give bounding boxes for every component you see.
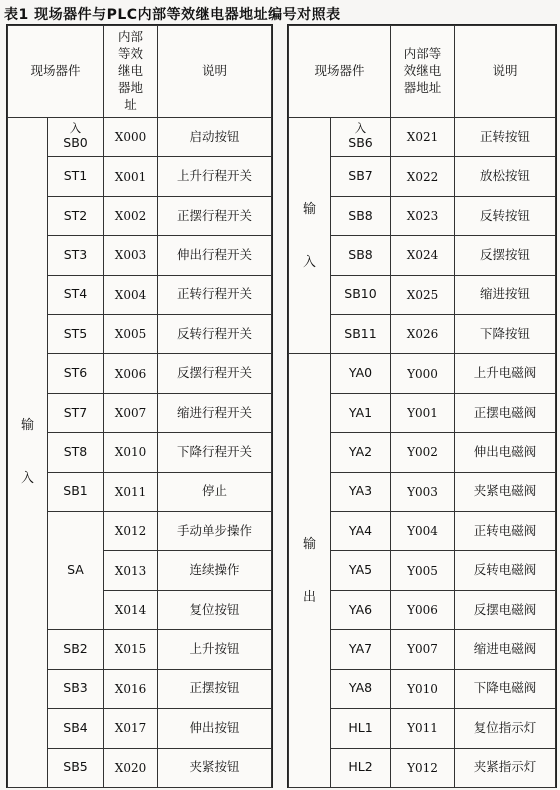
table-row <box>289 118 556 157</box>
description-cell: 伸出按钮 <box>158 709 272 748</box>
table-row <box>8 393 272 432</box>
address-cell: X020 <box>104 748 158 787</box>
description-cell: 缩进电磁阀 <box>455 630 556 669</box>
device-cell: SB10 <box>331 275 391 314</box>
address-cell: Y010 <box>391 669 455 708</box>
address-cell: Y012 <box>391 748 455 787</box>
device-cell: YA5 <box>331 551 391 590</box>
address-cell: Y000 <box>391 354 455 393</box>
device-cell: SB1 <box>48 472 104 511</box>
description-cell: 反转按钮 <box>455 196 556 235</box>
right-group-input: 输 入 <box>289 118 331 354</box>
device-cell: ST1 <box>48 157 104 196</box>
address-cell: Y004 <box>391 512 455 551</box>
left-table <box>7 25 272 788</box>
table-row <box>8 196 272 235</box>
device-cell: ST8 <box>48 433 104 472</box>
description-cell: 下降按钮 <box>455 315 556 354</box>
description-cell: 反摆按钮 <box>455 236 556 275</box>
address-cell: X006 <box>104 354 158 393</box>
address-cell: Y003 <box>391 472 455 511</box>
description-cell: 上升按钮 <box>158 630 272 669</box>
device-cell: SB7 <box>331 157 391 196</box>
table-row <box>8 669 272 708</box>
device-cell: SB8 <box>331 236 391 275</box>
left-header-description: 说明 <box>158 26 272 118</box>
description-cell: 正转按钮 <box>455 118 556 157</box>
device-mark: 入 <box>69 121 82 136</box>
description-cell: 手动单步操作 <box>158 512 272 551</box>
description-cell: 反转电磁阀 <box>455 551 556 590</box>
left-group-input: 输 入 <box>8 118 48 788</box>
table-row <box>8 709 272 748</box>
description-cell: 上升行程开关 <box>158 157 272 196</box>
table-row <box>8 236 272 275</box>
address-cell: X022 <box>391 157 455 196</box>
description-cell: 上升电磁阀 <box>455 354 556 393</box>
table-row <box>8 315 272 354</box>
device-cell: SB3 <box>48 669 104 708</box>
address-cell: Y007 <box>391 630 455 669</box>
address-cell: X016 <box>104 669 158 708</box>
description-cell: 夹紧电磁阀 <box>455 472 556 511</box>
address-cell: X023 <box>391 196 455 235</box>
table-row <box>8 118 272 157</box>
address-cell: X003 <box>104 236 158 275</box>
description-cell: 复位指示灯 <box>455 709 556 748</box>
address-cell: X013 <box>104 551 158 590</box>
address-cell: X017 <box>104 709 158 748</box>
device-cell: SB2 <box>48 630 104 669</box>
right-table-panel <box>287 24 557 788</box>
device-cell: YA0 <box>331 354 391 393</box>
table-row <box>8 433 272 472</box>
description-cell: 连续操作 <box>158 551 272 590</box>
device-cell: 入 SB6 <box>331 118 391 157</box>
table-row <box>8 748 272 787</box>
device-cell: ST2 <box>48 196 104 235</box>
device-cell: ST6 <box>48 354 104 393</box>
description-cell: 下降电磁阀 <box>455 669 556 708</box>
description-cell: 启动按钮 <box>158 118 272 157</box>
address-cell: Y002 <box>391 433 455 472</box>
table-row <box>8 275 272 314</box>
left-header-device: 现场器件 <box>8 26 104 118</box>
description-cell: 缩进行程开关 <box>158 393 272 432</box>
description-cell: 伸出电磁阀 <box>455 433 556 472</box>
device-cell: ST4 <box>48 275 104 314</box>
address-cell: X000 <box>104 118 158 157</box>
device-cell: SA <box>48 512 104 630</box>
table-row <box>8 472 272 511</box>
description-cell: 停止 <box>158 472 272 511</box>
right-header-description: 说明 <box>455 26 556 118</box>
description-cell: 反转行程开关 <box>158 315 272 354</box>
right-table <box>288 25 556 788</box>
device-cell: YA7 <box>331 630 391 669</box>
left-header-row <box>8 26 272 118</box>
address-cell: Y011 <box>391 709 455 748</box>
address-cell: Y006 <box>391 590 455 629</box>
device-cell: ST7 <box>48 393 104 432</box>
description-cell: 下降行程开关 <box>158 433 272 472</box>
device-cell: HL2 <box>331 748 391 787</box>
device-cell: YA2 <box>331 433 391 472</box>
description-cell: 缩进按钮 <box>455 275 556 314</box>
address-cell: Y005 <box>391 551 455 590</box>
device-cell: YA6 <box>331 590 391 629</box>
address-cell: X015 <box>104 630 158 669</box>
address-cell: X010 <box>104 433 158 472</box>
device-cell: HL1 <box>331 709 391 748</box>
device-mark: 入 <box>354 121 367 136</box>
right-header-row <box>289 26 556 118</box>
table-title: 表1 现场器件与PLC内部等效继电器地址编号对照表 <box>4 7 341 23</box>
device-cell: SB5 <box>48 748 104 787</box>
description-cell: 反摆电磁阀 <box>455 590 556 629</box>
description-cell: 正转行程开关 <box>158 275 272 314</box>
description-cell: 反摆行程开关 <box>158 354 272 393</box>
description-cell: 复位按钮 <box>158 590 272 629</box>
address-cell: X004 <box>104 275 158 314</box>
description-cell: 正摆按钮 <box>158 669 272 708</box>
address-cell: X001 <box>104 157 158 196</box>
right-group-output: 输 出 <box>289 354 331 787</box>
address-cell: X005 <box>104 315 158 354</box>
table-row <box>8 630 272 669</box>
device-cell: ST5 <box>48 315 104 354</box>
description-cell: 夹紧按钮 <box>158 748 272 787</box>
address-cell: X025 <box>391 275 455 314</box>
description-cell: 正摆电磁阀 <box>455 393 556 432</box>
right-header-address: 内部等效继电器地址 <box>391 26 455 118</box>
address-cell: X014 <box>104 590 158 629</box>
address-cell: X021 <box>391 118 455 157</box>
device-cell: 入 SB0 <box>48 118 104 157</box>
description-cell: 正摆行程开关 <box>158 196 272 235</box>
right-header-device: 现场器件 <box>289 26 391 118</box>
left-header-address: 内部等效继电器地址 <box>104 26 158 118</box>
device-cell: ST3 <box>48 236 104 275</box>
device-cell: YA4 <box>331 512 391 551</box>
description-cell: 正转电磁阀 <box>455 512 556 551</box>
left-table-panel <box>6 24 273 788</box>
address-cell: Y001 <box>391 393 455 432</box>
device-cell: YA8 <box>331 669 391 708</box>
device-cell: SB11 <box>331 315 391 354</box>
device-cell: SB8 <box>331 196 391 235</box>
description-cell: 夹紧指示灯 <box>455 748 556 787</box>
device-cell: YA3 <box>331 472 391 511</box>
device-cell: YA1 <box>331 393 391 432</box>
address-cell: X012 <box>104 512 158 551</box>
table-row <box>8 354 272 393</box>
address-cell: X002 <box>104 196 158 235</box>
address-cell: X007 <box>104 393 158 432</box>
address-cell: X011 <box>104 472 158 511</box>
description-cell: 放松按钮 <box>455 157 556 196</box>
table-row <box>289 354 556 393</box>
description-cell: 伸出行程开关 <box>158 236 272 275</box>
address-cell: X024 <box>391 236 455 275</box>
address-cell: X026 <box>391 315 455 354</box>
table-row <box>8 512 272 551</box>
device-cell: SB4 <box>48 709 104 748</box>
table-row <box>8 157 272 196</box>
